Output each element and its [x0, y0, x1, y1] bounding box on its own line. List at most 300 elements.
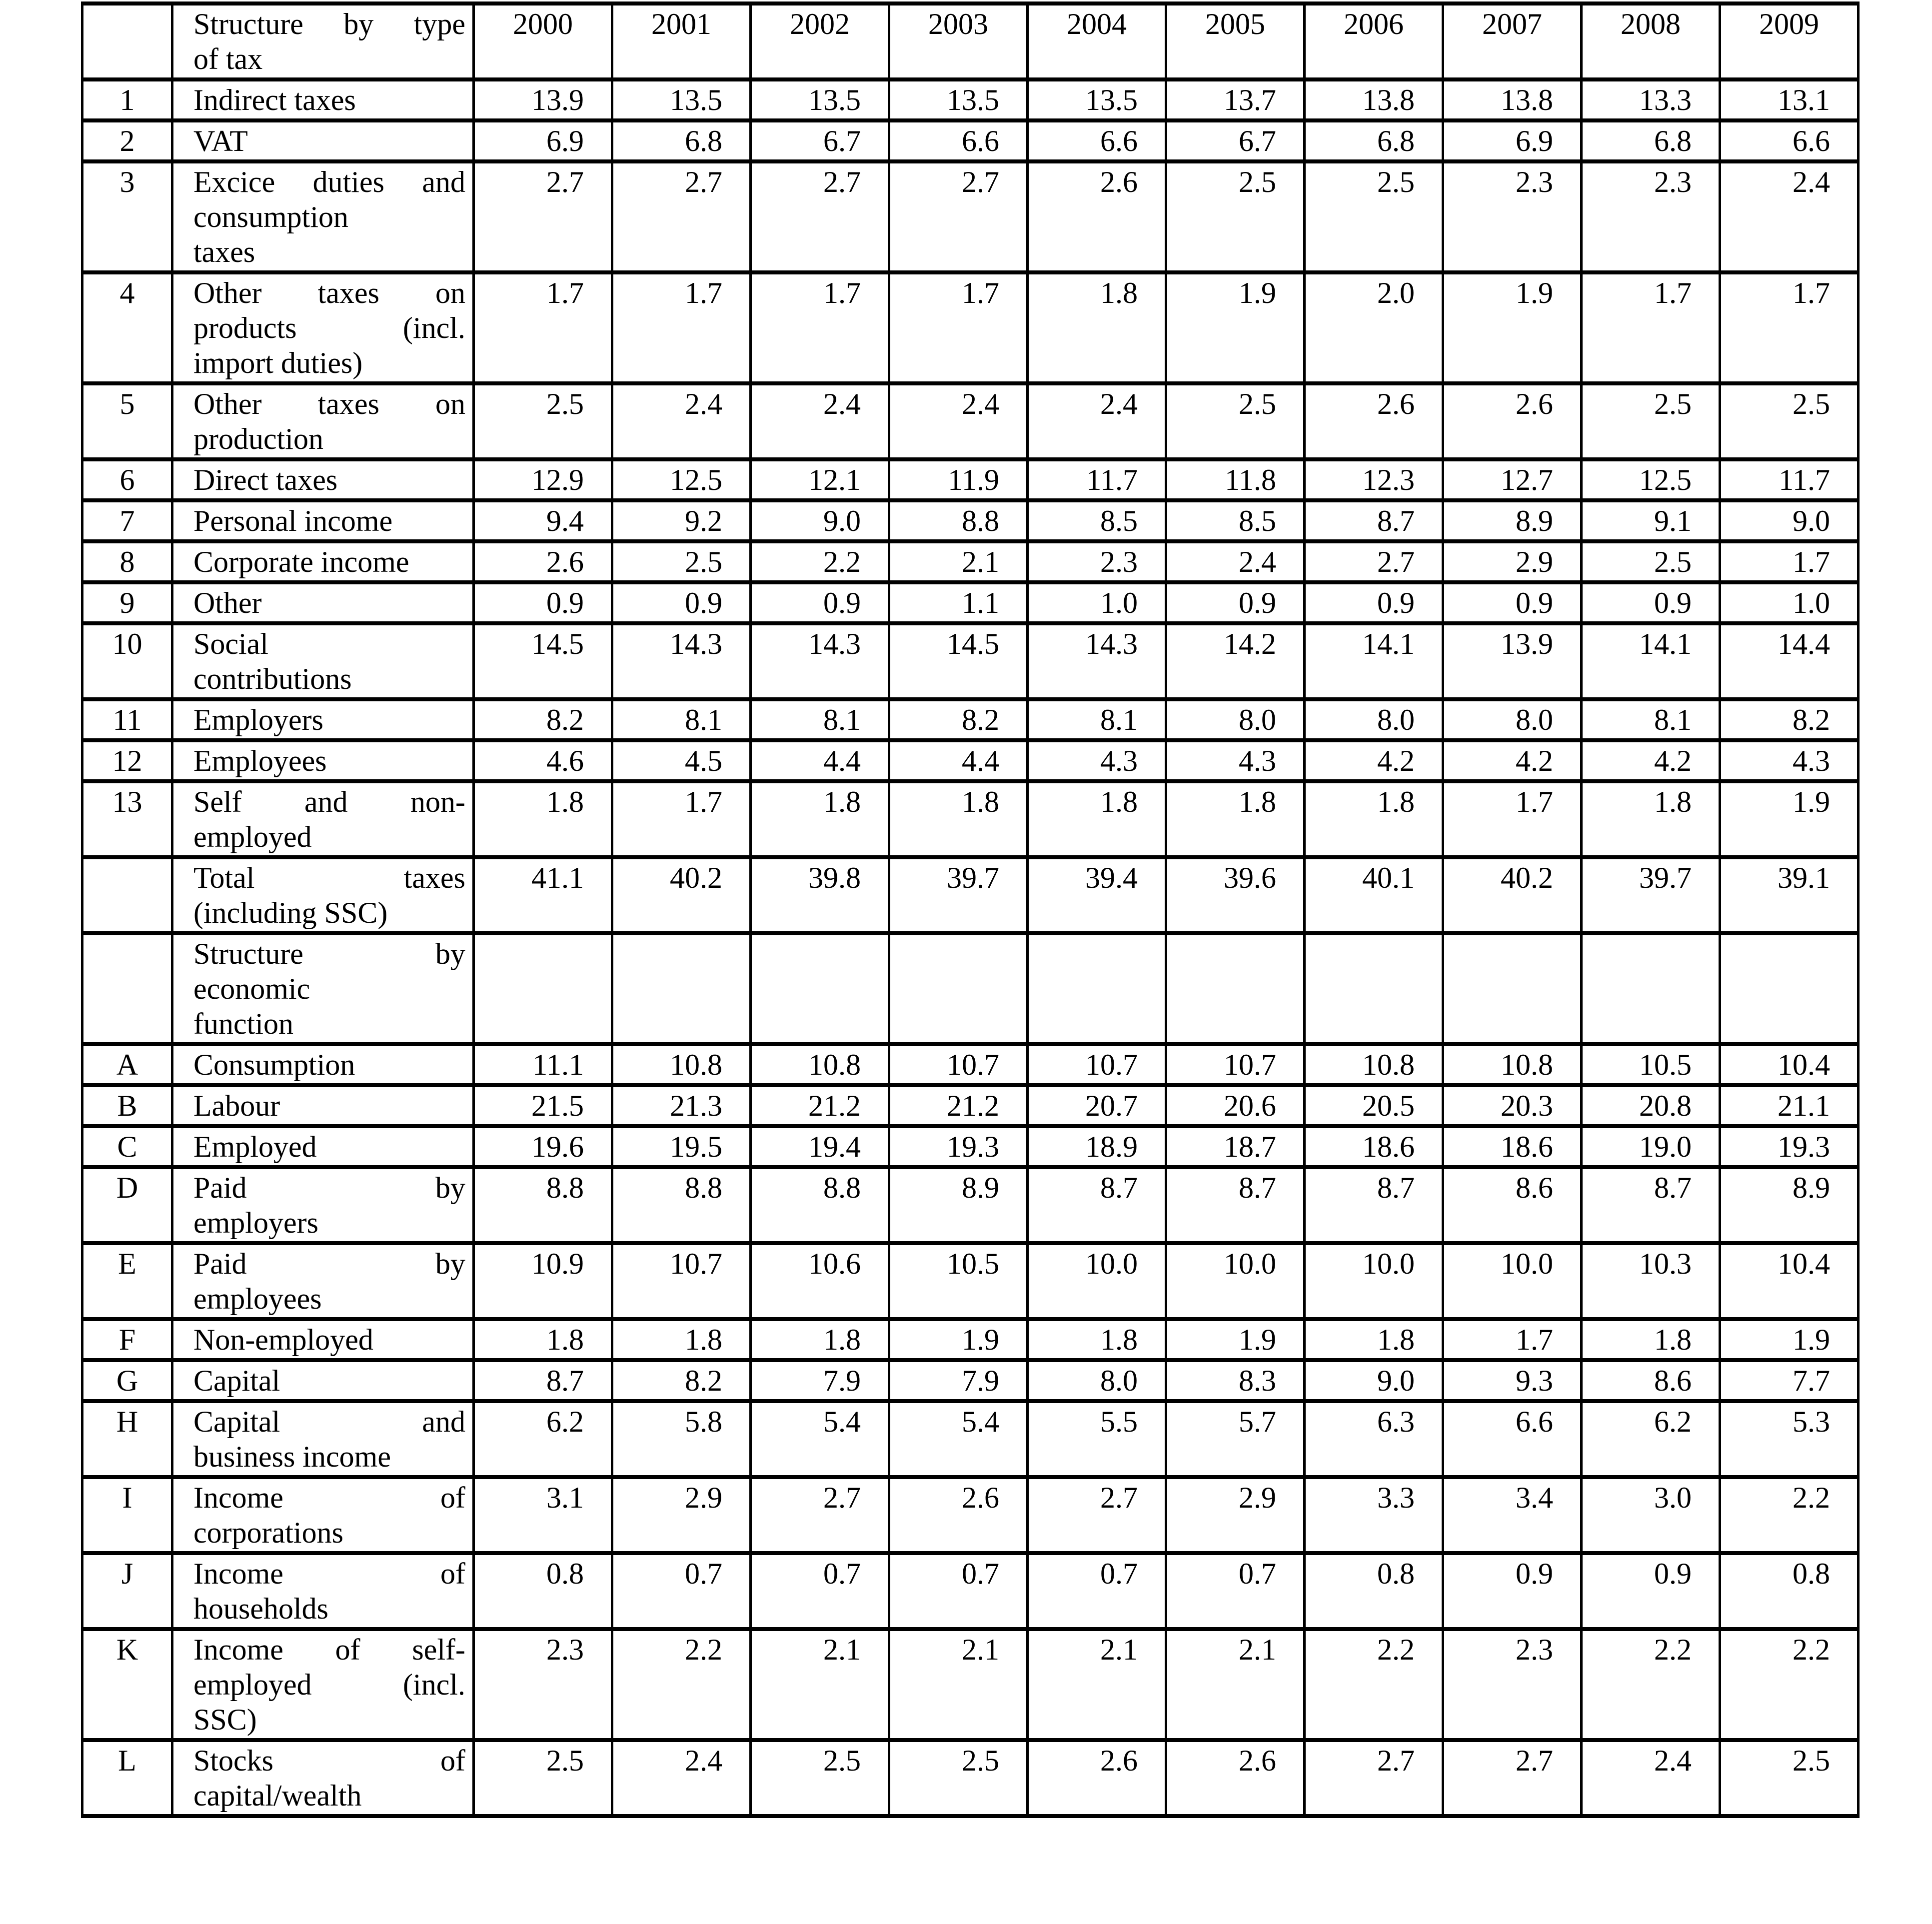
row-number-cell: 7 — [82, 500, 172, 541]
value-cell: 10.8 — [612, 1044, 751, 1085]
value-cell: 8.2 — [612, 1360, 751, 1401]
value-cell: 2.3 — [1443, 161, 1582, 272]
value-cell: 0.9 — [1166, 582, 1305, 623]
value-cell: 8.1 — [612, 699, 751, 740]
value-cell: 0.9 — [1582, 1553, 1720, 1629]
table-row — [82, 740, 1859, 781]
value-cell: 7.9 — [751, 1360, 889, 1401]
value-cell: 2.4 — [889, 383, 1028, 459]
value-cell: 14.5 — [889, 623, 1028, 699]
row-label-cell — [172, 933, 474, 1044]
label-line: Consumption — [193, 1048, 355, 1081]
year-header-cell: 2001 — [612, 3, 751, 79]
label-line: consumption — [193, 200, 348, 233]
value-cell: 20.5 — [1305, 1085, 1443, 1126]
value-cell: 1.8 — [1582, 1319, 1720, 1360]
row-number-cell: A — [82, 1044, 172, 1085]
value-cell: 41.1 — [474, 857, 612, 933]
row-label-cell — [172, 79, 474, 120]
value-cell: 13.5 — [751, 79, 889, 120]
value-cell: 5.5 — [1028, 1401, 1166, 1477]
header-label-cell — [172, 3, 474, 79]
value-cell: 6.6 — [1443, 1401, 1582, 1477]
row-number-cell: 5 — [82, 383, 172, 459]
value-cell: 10.8 — [1305, 1044, 1443, 1085]
value-cell: 8.8 — [889, 500, 1028, 541]
value-cell: 1.9 — [1720, 1319, 1859, 1360]
value-cell: 2.5 — [1166, 383, 1305, 459]
value-cell: 3.4 — [1443, 1477, 1582, 1553]
value-cell: 6.2 — [1582, 1401, 1720, 1477]
value-cell: 13.5 — [1028, 79, 1166, 120]
value-cell: 2.7 — [751, 161, 889, 272]
value-cell: 39.1 — [1720, 857, 1859, 933]
value-cell: 2.5 — [889, 1740, 1028, 1816]
table-row — [82, 1401, 1859, 1477]
value-cell: 6.8 — [1582, 120, 1720, 161]
value-cell: 2.5 — [751, 1740, 889, 1816]
label-line: employers — [193, 1206, 318, 1239]
value-cell: 6.9 — [1443, 120, 1582, 161]
value-cell: 2.2 — [1720, 1629, 1859, 1740]
value-cell: 1.7 — [1443, 1319, 1582, 1360]
label-line: Social — [193, 627, 268, 660]
value-cell: 1.8 — [1582, 781, 1720, 857]
value-cell: 14.3 — [751, 623, 889, 699]
value-cell: 3.0 — [1582, 1477, 1720, 1553]
row-label-cell — [172, 781, 474, 857]
value-cell: 10.5 — [1582, 1044, 1720, 1085]
value-cell: 4.2 — [1582, 740, 1720, 781]
value-cell: 8.8 — [751, 1167, 889, 1243]
label-line: Other taxes on — [193, 276, 465, 309]
value-cell: 13.3 — [1582, 79, 1720, 120]
row-number-cell: 10 — [82, 623, 172, 699]
value-cell: 19.6 — [474, 1126, 612, 1167]
value-cell: 19.3 — [889, 1126, 1028, 1167]
value-cell: 8.9 — [889, 1167, 1028, 1243]
value-cell: 10.9 — [474, 1243, 612, 1319]
value-cell: 11.8 — [1166, 459, 1305, 500]
value-cell: 40.2 — [612, 857, 751, 933]
value-cell: 0.9 — [612, 582, 751, 623]
year-header-cell: 2002 — [751, 3, 889, 79]
row-label-cell — [172, 1319, 474, 1360]
value-cell: 39.6 — [1166, 857, 1305, 933]
value-cell: 19.5 — [612, 1126, 751, 1167]
value-cell: 4.3 — [1166, 740, 1305, 781]
label-line: Self and non- — [193, 785, 465, 818]
row-label-cell — [172, 582, 474, 623]
table-header — [82, 3, 1859, 79]
value-cell: 10.8 — [751, 1044, 889, 1085]
value-cell: 11.7 — [1028, 459, 1166, 500]
value-cell: 11.1 — [474, 1044, 612, 1085]
value-cell: 0.9 — [474, 582, 612, 623]
label-line: Paid by — [193, 1171, 465, 1204]
value-cell: 0.7 — [612, 1553, 751, 1629]
year-header-cell: 2000 — [474, 3, 612, 79]
value-cell: 18.6 — [1305, 1126, 1443, 1167]
row-label-cell — [172, 272, 474, 383]
table-row — [82, 1126, 1859, 1167]
value-cell: 8.9 — [1720, 1167, 1859, 1243]
value-cell: 10.5 — [889, 1243, 1028, 1319]
value-cell: 2.2 — [1305, 1629, 1443, 1740]
value-cell: 8.7 — [1166, 1167, 1305, 1243]
label-line: Structure by — [193, 937, 465, 970]
value-cell: 8.0 — [1305, 699, 1443, 740]
value-cell: 1.0 — [1720, 582, 1859, 623]
value-cell: 2.5 — [1582, 383, 1720, 459]
value-cell: 4.2 — [1305, 740, 1443, 781]
value-cell: 14.3 — [1028, 623, 1166, 699]
value-cell: 8.0 — [1443, 699, 1582, 740]
value-cell: 10.7 — [1166, 1044, 1305, 1085]
value-cell: 8.7 — [1028, 1167, 1166, 1243]
value-cell: 4.6 — [474, 740, 612, 781]
value-cell: 12.5 — [1582, 459, 1720, 500]
row-label-cell — [172, 161, 474, 272]
value-cell: 1.9 — [1720, 781, 1859, 857]
table-row — [82, 1360, 1859, 1401]
row-label-cell — [172, 1360, 474, 1401]
value-cell: 9.2 — [612, 500, 751, 541]
row-label-cell — [172, 459, 474, 500]
value-cell: 39.7 — [889, 857, 1028, 933]
value-cell: 20.6 — [1166, 1085, 1305, 1126]
value-cell: 39.7 — [1582, 857, 1720, 933]
value-cell: 8.2 — [474, 699, 612, 740]
value-cell — [1028, 933, 1166, 1044]
value-cell: 1.8 — [1305, 1319, 1443, 1360]
value-cell: 2.6 — [1028, 161, 1166, 272]
tax-structure-table — [81, 1, 1860, 1818]
label-line: Excice duties and — [193, 165, 465, 198]
value-cell: 1.8 — [889, 781, 1028, 857]
value-cell: 0.8 — [474, 1553, 612, 1629]
value-cell: 2.4 — [612, 383, 751, 459]
value-cell: 12.7 — [1443, 459, 1582, 500]
row-number-cell: E — [82, 1243, 172, 1319]
value-cell: 2.2 — [1720, 1477, 1859, 1553]
value-cell: 1.7 — [612, 272, 751, 383]
label-line: (including SSC) — [193, 896, 388, 929]
row-number-cell: 2 — [82, 120, 172, 161]
label-line: Total taxes — [193, 861, 465, 894]
row-number-cell: 6 — [82, 459, 172, 500]
table-row — [82, 459, 1859, 500]
value-cell: 8.0 — [1028, 1360, 1166, 1401]
value-cell: 1.8 — [1166, 781, 1305, 857]
value-cell: 18.9 — [1028, 1126, 1166, 1167]
label-line: employed — [193, 820, 312, 853]
value-cell — [612, 933, 751, 1044]
value-cell: 40.1 — [1305, 857, 1443, 933]
value-cell: 2.1 — [1028, 1629, 1166, 1740]
value-cell: 0.7 — [751, 1553, 889, 1629]
value-cell: 8.7 — [474, 1360, 612, 1401]
value-cell: 1.7 — [889, 272, 1028, 383]
value-cell: 19.3 — [1720, 1126, 1859, 1167]
value-cell: 2.3 — [474, 1629, 612, 1740]
label-line: employed (incl. — [193, 1668, 465, 1701]
label-line: Stocks of — [193, 1744, 465, 1777]
value-cell: 6.7 — [751, 120, 889, 161]
table-row — [82, 582, 1859, 623]
table-row — [82, 699, 1859, 740]
value-cell — [1305, 933, 1443, 1044]
label-line: Paid by — [193, 1247, 465, 1280]
value-cell: 8.1 — [1028, 699, 1166, 740]
label-line: Capital and — [193, 1405, 465, 1438]
table-row — [82, 1319, 1859, 1360]
row-label-cell — [172, 1401, 474, 1477]
value-cell: 10.4 — [1720, 1044, 1859, 1085]
value-cell: 20.7 — [1028, 1085, 1166, 1126]
value-cell: 4.5 — [612, 740, 751, 781]
value-cell: 39.8 — [751, 857, 889, 933]
value-cell: 14.2 — [1166, 623, 1305, 699]
value-cell: 1.9 — [1166, 1319, 1305, 1360]
value-cell: 2.5 — [474, 383, 612, 459]
value-cell: 8.0 — [1166, 699, 1305, 740]
value-cell: 2.4 — [751, 383, 889, 459]
value-cell: 0.8 — [1305, 1553, 1443, 1629]
value-cell: 21.3 — [612, 1085, 751, 1126]
value-cell: 2.5 — [1166, 161, 1305, 272]
row-number-cell: K — [82, 1629, 172, 1740]
value-cell: 0.9 — [1582, 582, 1720, 623]
value-cell: 8.7 — [1582, 1167, 1720, 1243]
value-cell: 2.7 — [751, 1477, 889, 1553]
value-cell: 11.7 — [1720, 459, 1859, 500]
value-cell: 9.4 — [474, 500, 612, 541]
value-cell: 8.5 — [1028, 500, 1166, 541]
value-cell: 10.0 — [1305, 1243, 1443, 1319]
value-cell: 2.6 — [1028, 1740, 1166, 1816]
row-label-cell — [172, 1085, 474, 1126]
year-header-cell: 2007 — [1443, 3, 1582, 79]
value-cell: 4.3 — [1028, 740, 1166, 781]
value-cell: 2.5 — [1720, 1740, 1859, 1816]
value-cell: 39.4 — [1028, 857, 1166, 933]
value-cell: 3.3 — [1305, 1477, 1443, 1553]
header-row — [82, 3, 1859, 79]
value-cell: 10.0 — [1443, 1243, 1582, 1319]
table-row — [82, 1044, 1859, 1085]
value-cell: 6.2 — [474, 1401, 612, 1477]
value-cell: 2.2 — [751, 541, 889, 582]
value-cell: 1.0 — [1028, 582, 1166, 623]
value-cell: 14.4 — [1720, 623, 1859, 699]
label-line: Other taxes on — [193, 387, 465, 420]
value-cell: 1.8 — [1028, 1319, 1166, 1360]
label-line: Income of — [193, 1481, 465, 1514]
value-cell: 2.5 — [1582, 541, 1720, 582]
value-cell: 2.1 — [889, 541, 1028, 582]
value-cell: 1.9 — [1443, 272, 1582, 383]
label-line: of tax — [193, 42, 263, 75]
row-number-cell: 1 — [82, 79, 172, 120]
value-cell: 20.3 — [1443, 1085, 1582, 1126]
row-label-cell — [172, 1243, 474, 1319]
label-line: economic — [193, 972, 310, 1005]
value-cell: 4.4 — [889, 740, 1028, 781]
value-cell: 2.7 — [889, 161, 1028, 272]
value-cell: 1.7 — [1720, 541, 1859, 582]
row-number-cell: G — [82, 1360, 172, 1401]
value-cell: 0.7 — [1028, 1553, 1166, 1629]
value-cell: 6.6 — [1720, 120, 1859, 161]
value-cell: 12.9 — [474, 459, 612, 500]
value-cell: 2.2 — [1582, 1629, 1720, 1740]
label-line: function — [193, 1007, 293, 1040]
row-label-cell — [172, 1740, 474, 1816]
value-cell: 13.9 — [474, 79, 612, 120]
value-cell: 14.3 — [612, 623, 751, 699]
row-number-cell: F — [82, 1319, 172, 1360]
value-cell: 1.7 — [1582, 272, 1720, 383]
value-cell: 2.0 — [1305, 272, 1443, 383]
row-number-cell: 8 — [82, 541, 172, 582]
value-cell: 2.9 — [1443, 541, 1582, 582]
label-line: VAT — [193, 124, 248, 157]
table-row — [82, 79, 1859, 120]
year-header-cell: 2005 — [1166, 3, 1305, 79]
value-cell: 10.0 — [1166, 1243, 1305, 1319]
value-cell: 2.3 — [1443, 1629, 1582, 1740]
row-label-cell — [172, 1126, 474, 1167]
value-cell: 8.2 — [1720, 699, 1859, 740]
value-cell: 18.7 — [1166, 1126, 1305, 1167]
value-cell: 2.4 — [1028, 383, 1166, 459]
label-line: households — [193, 1592, 328, 1625]
year-header-cell: 2003 — [889, 3, 1028, 79]
label-line: Other — [193, 586, 262, 619]
table-row — [82, 781, 1859, 857]
value-cell: 9.0 — [1305, 1360, 1443, 1401]
value-cell: 1.7 — [612, 781, 751, 857]
value-cell — [889, 933, 1028, 1044]
row-number-cell: I — [82, 1477, 172, 1553]
table-row — [82, 857, 1859, 933]
label-line: Income of self- — [193, 1633, 465, 1666]
value-cell: 0.7 — [889, 1553, 1028, 1629]
table-row — [82, 1553, 1859, 1629]
row-label-cell — [172, 623, 474, 699]
value-cell — [474, 933, 612, 1044]
table-row — [82, 1629, 1859, 1740]
label-line: SSC) — [193, 1703, 257, 1736]
value-cell: 2.1 — [889, 1629, 1028, 1740]
label-line: corporations — [193, 1516, 343, 1549]
value-cell: 4.3 — [1720, 740, 1859, 781]
year-header-cell: 2004 — [1028, 3, 1166, 79]
value-cell: 6.6 — [889, 120, 1028, 161]
value-cell: 1.8 — [1028, 781, 1166, 857]
value-cell: 2.4 — [1166, 541, 1305, 582]
value-cell: 2.3 — [1582, 161, 1720, 272]
value-cell: 9.3 — [1443, 1360, 1582, 1401]
row-number-cell: B — [82, 1085, 172, 1126]
label-line: Labour — [193, 1089, 280, 1122]
value-cell: 2.7 — [612, 161, 751, 272]
value-cell: 2.7 — [1305, 1740, 1443, 1816]
row-number-cell — [82, 857, 172, 933]
value-cell: 1.8 — [751, 781, 889, 857]
corner-cell — [82, 3, 172, 79]
value-cell — [751, 933, 889, 1044]
value-cell: 2.7 — [474, 161, 612, 272]
value-cell: 5.4 — [889, 1401, 1028, 1477]
value-cell: 2.3 — [1028, 541, 1166, 582]
value-cell: 5.7 — [1166, 1401, 1305, 1477]
label-line: Capital — [193, 1364, 280, 1397]
row-number-cell: 9 — [82, 582, 172, 623]
value-cell: 21.5 — [474, 1085, 612, 1126]
row-label-cell — [172, 1553, 474, 1629]
value-cell: 6.8 — [612, 120, 751, 161]
row-number-cell: 12 — [82, 740, 172, 781]
table-row — [82, 500, 1859, 541]
value-cell: 10.4 — [1720, 1243, 1859, 1319]
value-cell: 21.2 — [751, 1085, 889, 1126]
row-number-cell: L — [82, 1740, 172, 1816]
value-cell: 2.5 — [1305, 161, 1443, 272]
table-row — [82, 1243, 1859, 1319]
value-cell: 13.8 — [1305, 79, 1443, 120]
value-cell: 10.3 — [1582, 1243, 1720, 1319]
value-cell: 1.8 — [612, 1319, 751, 1360]
value-cell: 1.9 — [889, 1319, 1028, 1360]
table-row — [82, 933, 1859, 1044]
value-cell: 0.7 — [1166, 1553, 1305, 1629]
row-label-cell — [172, 1167, 474, 1243]
value-cell: 13.7 — [1166, 79, 1305, 120]
row-number-cell: C — [82, 1126, 172, 1167]
value-cell: 8.2 — [889, 699, 1028, 740]
value-cell: 14.5 — [474, 623, 612, 699]
value-cell: 14.1 — [1305, 623, 1443, 699]
value-cell: 12.1 — [751, 459, 889, 500]
value-cell: 0.9 — [751, 582, 889, 623]
label-line: Corporate income — [193, 545, 409, 578]
value-cell: 10.7 — [889, 1044, 1028, 1085]
value-cell: 2.9 — [1166, 1477, 1305, 1553]
year-header-cell: 2006 — [1305, 3, 1443, 79]
row-number-cell: 13 — [82, 781, 172, 857]
value-cell: 1.7 — [474, 272, 612, 383]
value-cell: 2.1 — [751, 1629, 889, 1740]
row-label-cell — [172, 120, 474, 161]
year-header-cell: 2009 — [1720, 3, 1859, 79]
value-cell: 8.7 — [1305, 1167, 1443, 1243]
year-header-cell: 2008 — [1582, 3, 1720, 79]
value-cell: 4.4 — [751, 740, 889, 781]
value-cell: 8.9 — [1443, 500, 1582, 541]
value-cell: 2.7 — [1305, 541, 1443, 582]
label-line: production — [193, 422, 323, 455]
label-line: Non-employed — [193, 1323, 373, 1356]
value-cell: 2.4 — [1720, 161, 1859, 272]
row-number-cell: H — [82, 1401, 172, 1477]
value-cell: 1.8 — [751, 1319, 889, 1360]
value-cell: 6.7 — [1166, 120, 1305, 161]
value-cell: 18.6 — [1443, 1126, 1582, 1167]
value-cell: 13.5 — [889, 79, 1028, 120]
label-line: Structure by type — [193, 7, 465, 40]
